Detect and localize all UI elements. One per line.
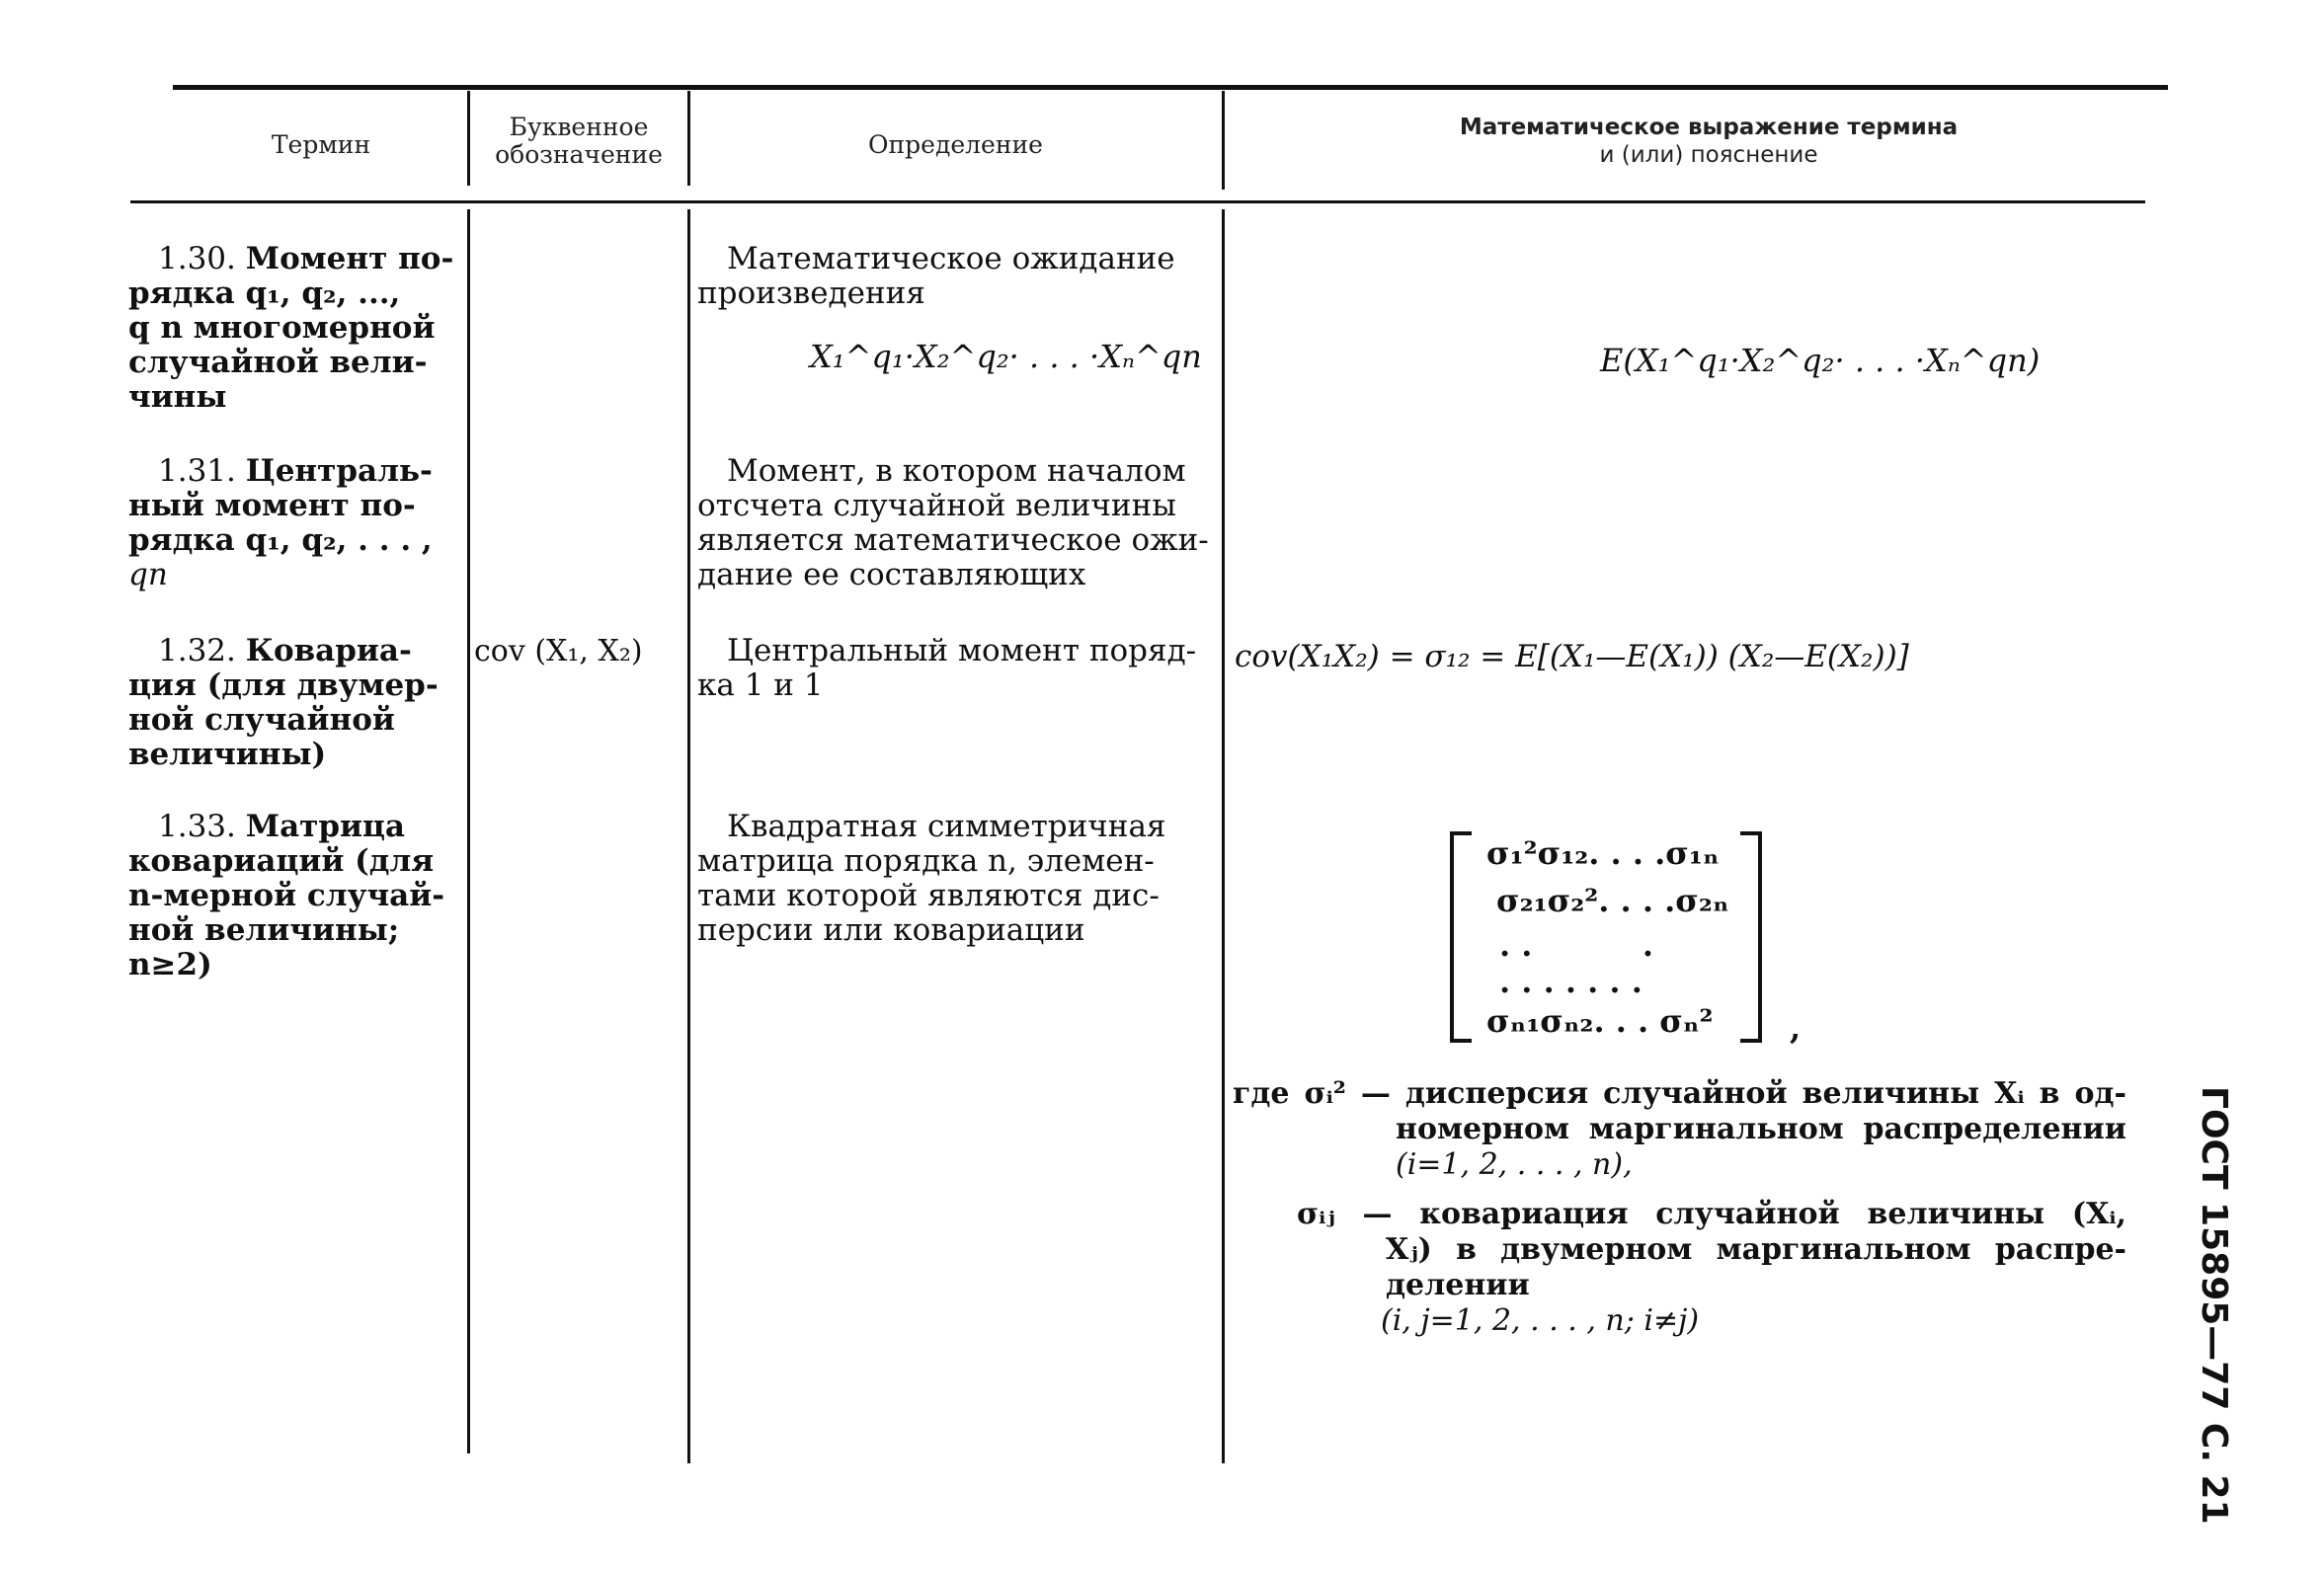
where-line-7: (i, j=1, 2, . . . , n; i≠j): [1381, 1303, 1700, 1338]
term-name: Ковариа-: [245, 633, 412, 668]
term-1-31: [128, 454, 459, 592]
header-symbol-line2: обозначение: [495, 140, 663, 169]
term-line: ный момент по-: [128, 488, 416, 523]
math-expression-1-32: cov(X₁X₂) = σ₁₂ = E[(X₁—E(X₁)) (X₂—E(X₂))]: [1235, 639, 1909, 674]
where-line-5: Xⱼ) в двумерном маргинальном распре-: [1386, 1232, 2126, 1267]
page-side-label: ГОСТ 15895—77 С. 21: [2194, 1086, 2234, 1525]
term-1-32-line1: [128, 634, 459, 668]
term-line: рядка q₁, q₂, . . . ,: [128, 522, 433, 558]
definition-1-30: [697, 242, 1219, 311]
header-definition: [691, 131, 1220, 159]
math-expression-1-30: E(X₁^q₁·X₂^q₂· . . . ·Xₙ^qn): [1600, 342, 2041, 379]
term-name: Матрица: [245, 809, 406, 844]
where-line-3: (i=1, 2, . . . , n),: [1396, 1147, 1633, 1182]
header-definition-text: Определение: [868, 130, 1043, 159]
symbol-1-32: cov (X₁, X₂): [474, 634, 643, 668]
where-line-1: где σᵢ² — дисперсия случайной величины Xᵢ в од-: [1233, 1076, 2126, 1111]
where-line-6: делении: [1386, 1268, 1530, 1302]
term-1-32: [128, 634, 459, 772]
term-line: ция (для двумер-: [128, 667, 439, 703]
column-divider-2-body: [687, 209, 690, 1463]
term-number: 1.33.: [158, 809, 236, 844]
header-math-line1: Математическое выражение термина: [1459, 115, 1959, 140]
matrix-row-4: . . . . . . .: [1499, 963, 1643, 1000]
header-symbol: [470, 114, 687, 169]
term-number: 1.32.: [158, 633, 236, 668]
where-block: [1233, 1076, 2126, 1339]
term-line: ковариаций (для: [128, 843, 435, 879]
term-1-30-line1: [128, 242, 459, 276]
definition-line: является математическое ожи-: [697, 522, 1209, 558]
definition-line: Момент, в котором началом: [727, 453, 1186, 489]
matrix-row-1: σ₁²σ₁₂. . . .σ₁ₙ: [1486, 834, 1720, 872]
definition-line: произведения: [697, 275, 925, 311]
matrix-trailing-comma: ,: [1790, 1009, 1802, 1047]
matrix-row-2: σ₂₁σ₂². . . .σ₂ₙ: [1496, 882, 1729, 919]
where-line-2: номерном маргинальном распределении: [1396, 1112, 2126, 1146]
definition-line: Математическое ожидание: [727, 241, 1175, 276]
term-name: Централь-: [245, 453, 433, 489]
term-1-33-line1: [128, 810, 459, 844]
term-line: чины: [128, 379, 227, 415]
header-term: [173, 131, 469, 159]
term-line: n-мерной случай-: [128, 878, 445, 913]
term-line: рядка q₁, q₂, ...,: [128, 275, 401, 311]
definition-line: Центральный момент поряд-: [727, 633, 1197, 668]
definition-1-33: [697, 810, 1219, 948]
term-1-33: [128, 810, 459, 982]
column-divider-3-body: [1222, 209, 1225, 1463]
column-divider-1-body: [467, 209, 470, 1453]
definition-1-31: [697, 454, 1219, 592]
where-line-4: σᵢⱼ — ковариация случайной величины (Xᵢ,: [1297, 1197, 2126, 1231]
term-name: Момент по-: [245, 241, 454, 276]
term-line: величины): [128, 737, 327, 772]
definition-1-32: [697, 634, 1219, 703]
header-bottom-rule: [130, 200, 2145, 203]
definition-line: ка 1 и 1: [697, 667, 824, 703]
term-number: 1.31.: [158, 453, 236, 489]
definition-line: персии или ковариации: [697, 912, 1085, 948]
header-symbol-line1: Буквенное: [509, 113, 649, 141]
top-rule: [173, 85, 2168, 90]
definition-line: отсчета случайной величины: [697, 488, 1176, 523]
definition-line: дание ее составляющих: [697, 557, 1086, 592]
term-line: qn: [128, 557, 168, 592]
term-line: q n многомерной: [128, 310, 436, 346]
definition-line: тами которой являются дис-: [697, 878, 1160, 913]
matrix-right-bracket: [1740, 831, 1762, 1043]
term-line: ной случайной: [128, 702, 395, 738]
header-term-text: Термин: [271, 130, 371, 159]
term-1-30: [128, 242, 459, 415]
matrix-left-bracket: [1450, 831, 1472, 1043]
term-line: ной величины;: [128, 912, 400, 948]
column-divider-2: [687, 91, 690, 186]
header-math-line2: и (или) пояснение: [1599, 142, 1818, 168]
term-line: n≥2): [128, 947, 212, 982]
term-number: 1.30.: [158, 241, 236, 276]
header-math: [1225, 114, 2193, 169]
matrix-row-3: . . .: [1499, 926, 1653, 964]
definition-line: матрица порядка n, элемен-: [697, 843, 1155, 879]
term-1-31-line1: [128, 454, 459, 489]
matrix-row-5: σₙ₁σₙ₂. . . σₙ²: [1486, 1002, 1714, 1040]
definition-line: Квадратная симметричная: [727, 809, 1166, 844]
definition-formula-1-30: X₁^q₁·X₂^q₂· . . . ·Xₙ^qn: [810, 338, 1202, 375]
term-line: случайной вели-: [128, 345, 428, 380]
